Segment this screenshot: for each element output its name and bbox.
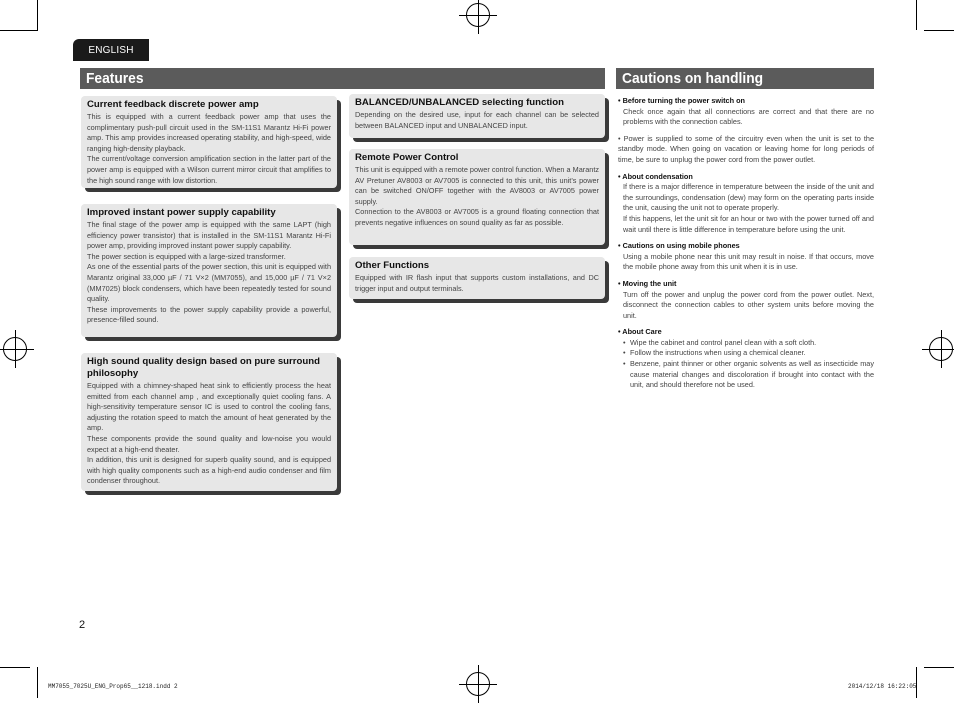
feature-box	[349, 94, 605, 138]
cautions-title: Cautions on handling	[622, 70, 764, 87]
feature-title: Improved instant power supply capability	[87, 207, 276, 218]
feature-text: Connection to the AV8003 or AV7005 is a ground floating connection that prevents negative influences on sound quality as far as possible.	[355, 207, 599, 227]
registration-mark	[466, 3, 490, 27]
page-number: 2	[79, 619, 86, 631]
feature-box	[81, 353, 337, 491]
caution-heading: • About condensation	[618, 171, 693, 181]
feature-box	[81, 96, 337, 188]
feature-title: Remote Power Control	[355, 152, 459, 163]
caution-text: Using a mobile phone near this unit may result in noise. If that occurs, move the mobile phone away from this unit when it is in use.	[623, 251, 874, 272]
feature-text: The current/voltage conversion amplification section in the latter part of the power amp is equipped with a Wilson current mirror circuit that amplifies to the high sound range with low distortion.	[87, 154, 331, 185]
registration-mark	[929, 337, 953, 361]
feature-box	[349, 257, 605, 299]
feature-text: Equipped with IR flash input that supports custom installations, and DC trigger input and output terminals.	[355, 273, 599, 293]
footer-datetime: 2014/12/18 16:22:05	[848, 683, 917, 690]
feature-text: In addition, this unit is designed for superb quality sound, and is equipped with high quality components such as a high-end audio condenser and film condenser throughout.	[87, 455, 331, 486]
feature-title: Current feedback discrete power amp	[87, 99, 259, 110]
features-title: Features	[86, 70, 144, 87]
crop-mark	[37, 0, 38, 30]
crop-mark	[924, 667, 954, 668]
caution-heading: • Before turning the power switch on	[618, 96, 746, 105]
feature-text: Equipped with a chimney-shaped heat sink to efficiently process the heat emitted from each channel amp , and exceptionally quiet cooling fans. A high-sensitivity temperature sensor IC is used to control the cooling fans, adjusting the rotation speed to match the amount of heat generated by the amp.	[87, 381, 331, 433]
features-heading	[80, 68, 605, 89]
feature-text: The power section is equipped with a large-sized transformer.	[87, 251, 286, 261]
caution-text: • Power is supplied to some of the circuitry even when the unit is set to the standby mode. When going on vacation or leaving home for long periods of time, be sure to unplug the power cord from the power outlet.	[618, 133, 874, 164]
feature-box	[349, 149, 605, 245]
crop-mark	[916, 0, 917, 30]
registration-mark	[3, 337, 27, 361]
feature-box	[81, 204, 337, 337]
caution-heading: • Moving the unit	[618, 278, 677, 288]
crop-mark	[30, 30, 38, 31]
language-tab: ENGLISH	[73, 39, 149, 61]
list-item: • Follow the instructions when using a chemical cleaner.	[623, 348, 874, 359]
registration-mark	[466, 672, 490, 696]
caution-text: If this happens, let the unit sit for an hour or two with the power turned off and wait until there is little difference in temperature before using the unit.	[623, 213, 874, 234]
list-item: • Wipe the cabinet and control panel clean with a soft cloth.	[623, 338, 874, 349]
feature-title: High sound quality design based on pure surround philosophy	[87, 356, 320, 379]
caution-text: Turn off the power and unplug the power cord from the power outlet. Next, disconnect the connection cables to other system units before moving the unit.	[623, 289, 874, 320]
footer-file-info: MM7055_7025U_ENG_Prop65__1218.indd 2	[48, 683, 178, 690]
feature-title: Other Functions	[355, 260, 430, 271]
list-item: • Benzene, paint thinner or other organic solvents as well as insecticide may cause material changes and discoloration if brought into contact with the unit, and should therefore not be used.	[623, 359, 874, 391]
crop-mark	[924, 30, 954, 31]
caution-text: If there is a major difference in temperature between the inside of the unit and the surroundings, condensation (dew) may form on the operating parts inside the unit, causing the unit not to operate properly.	[623, 182, 874, 213]
cautions-heading	[616, 68, 874, 89]
feature-text: Depending on the desired use, input for each channel can be selected between BALANCED input and UNBALANCED input.	[355, 110, 599, 130]
cautions-body	[618, 96, 874, 391]
caution-text: Check once again that all connections are correct and that there are no problems with the connection cables.	[623, 106, 874, 127]
feature-text: The final stage of the power amp is equipped with the same LAPT (high efficiency power transistor) that is installed in the SM-11S1 Marantz Hi-Fi power amp, providing improved instant power supply capability.	[87, 220, 331, 251]
crop-mark	[37, 667, 38, 698]
crop-mark	[0, 667, 30, 668]
crop-mark	[0, 30, 30, 31]
caution-heading: • About Care	[618, 327, 662, 337]
feature-text: These components provide the sound quality and low-noise you would expect at a high-end theater.	[87, 433, 331, 454]
caution-heading: • Cautions on using mobile phones	[618, 241, 740, 251]
care-list	[618, 338, 874, 391]
feature-text: This is equipped with a current feedback power amp that uses the complimentary push-pull circuit used in the SM-11S1 Marantz Hi-Fi power amp. This amp provides increased operating stability, and high-speed, wide ranging high-density playback.	[87, 112, 331, 153]
feature-text: As one of the essential parts of the power section, this unit is equipped with Marantz original 33,000 µF / 71 V×2 (MM7055), and 15,000 µF / 71 V×2 (MM7025) block condensers, which have been repeatedly tested for sound quality.	[87, 262, 331, 304]
feature-text: These improvements to the power supply capability provide a powerful, presence-filled sound.	[87, 304, 331, 325]
feature-title: BALANCED/UNBALANCED selecting function	[355, 97, 564, 108]
feature-text: This unit is equipped with a remote power control function. When a Marantz AV Pretuner AV8003 or AV7005 is connected to this unit, this unit’s power can be switched ON/OFF together with the AV8003 or AV7005 power supply.	[355, 165, 599, 206]
